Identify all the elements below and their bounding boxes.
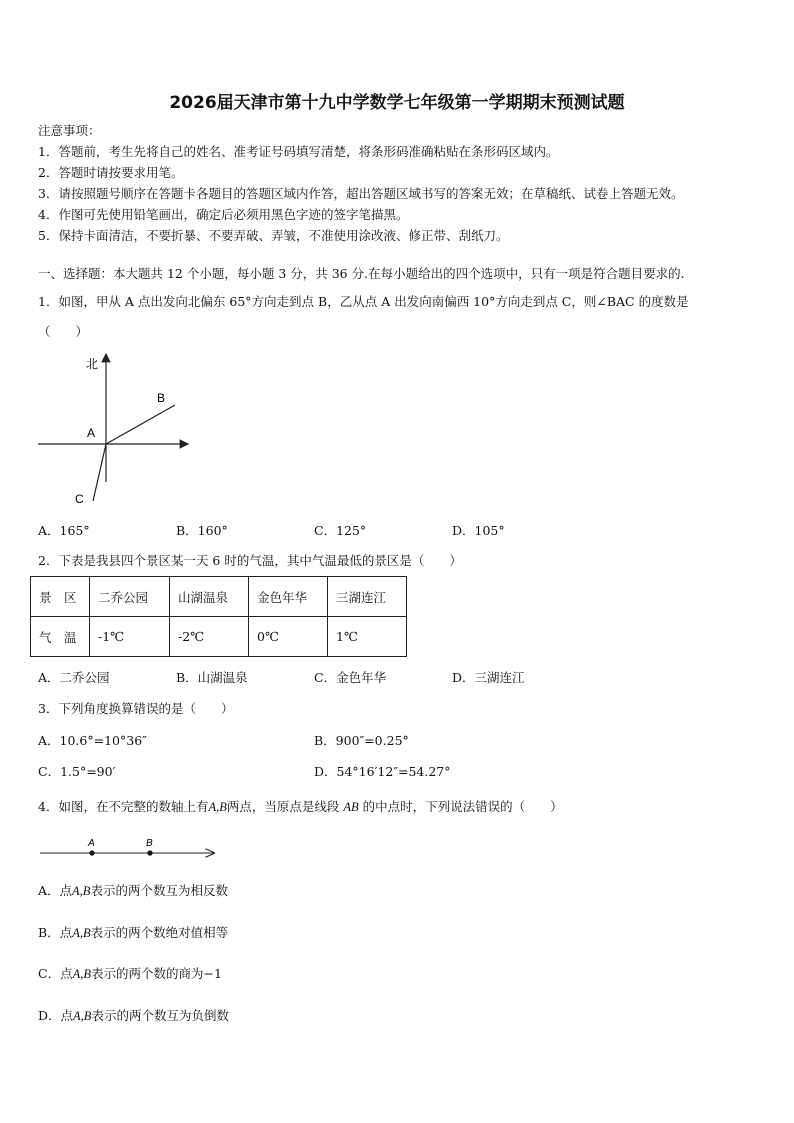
point-b-label: B [146,838,153,849]
ray-ac [93,444,106,501]
stem-text: 4．如图，在不完整的数轴上有 [38,799,209,814]
point-a-label: A [87,426,96,440]
table-row [31,617,407,657]
q1-option-b: B．160° [176,523,228,538]
note-item: 4．作图可先使用铅笔画出，确定后必须用黑色字迹的签字笔描黑。 [38,207,409,222]
math-var: A,B [72,884,91,898]
table-cell: 金色年华 [249,577,328,617]
page-title: 2026届天津市第十九中学数学七年级第一学期期末预测试题 [169,93,625,113]
table-row [31,577,407,617]
table-cell: 景 区 [31,577,90,617]
q3-option-c: C．1.5°=90′ [38,764,116,779]
option-text: 表示的两个数的商为−1 [90,966,222,981]
q1-option-c: C．125° [314,523,367,538]
q4-option-a [38,881,228,899]
q1-option-a: A．165° [38,523,90,538]
option-text: C．点 [38,966,73,981]
table-cell: 山湖温泉 [170,577,249,617]
question-3-stem: 3．下列角度换算错误的是（ ） [38,701,234,716]
question-1-stem: 1．如图，甲从 A 点出发向北偏东 65°方向走到点 B，乙从点 A 出发向南偏西 10°方向走到点 C，则∠BAC 的度数是 [38,294,689,309]
q2-option-b: B．山湖温泉 [176,670,248,685]
q3-option-a: A．10.6°=10°36″ [38,733,147,748]
stem-text: 两点，当原点是线段 [226,799,340,814]
north-label: 北 [86,357,99,371]
compass-figure [30,348,200,508]
math-var: A,B [72,926,91,940]
table-cell: 0℃ [249,617,328,657]
math-var: A,B [72,967,91,981]
q4-option-c [38,964,222,982]
note-item: 1．答题前，考生先将自己的姓名、准考证号码填写清楚，将条形码准确粘贴在条形码区域内。 [38,144,559,159]
temperature-table [30,576,407,657]
math-var: A,B [208,800,227,814]
stem-text: 的中点时，下列说法错误的（ ） [362,799,563,814]
point-b-dot [147,850,152,855]
point-a-label: A [88,838,95,849]
q3-option-d: D．54°16′12″=54.27° [314,764,451,779]
table-cell: -2℃ [170,617,249,657]
table-cell: 气 温 [31,617,90,657]
notes-heading: 注意事项： [38,123,101,138]
option-text: A．点 [38,883,73,898]
table-cell: -1℃ [90,617,170,657]
table-cell: 二乔公园 [90,577,170,617]
option-text: 表示的两个数互为负倒数 [91,1008,229,1023]
table-cell: 1℃ [328,617,407,657]
note-item: 5．保持卡面清洁，不要折暴、不要弄破、弄皱，不准使用涂改液、修正带、刮纸刀。 [38,228,509,243]
number-line-figure [36,834,221,862]
q4-option-b [38,923,228,941]
math-var: AB [343,800,359,814]
q4-option-d [38,1006,229,1024]
question-4-stem [38,797,563,815]
question-2-stem: 2．下表是我县四个景区某一天 6 时的气温，其中气温最低的景区是（ ） [38,553,462,568]
table-cell: 三湖连江 [328,577,407,617]
option-text: 表示的两个数绝对值相等 [90,925,229,940]
q3-option-b: B．900″=0.25° [314,733,409,748]
section-heading: 一、选择题：本大题共 12 个小题，每小题 3 分，共 36 分.在每小题给出的四个选项中，只有一项是符合题目要求的. [38,266,685,281]
option-text: B．点 [38,925,73,940]
note-item: 2．答题时请按要求用笔。 [38,165,184,180]
option-text: 表示的两个数互为相反数 [90,883,228,898]
point-a-dot [89,850,94,855]
note-item: 3．请按照题号顺序在答题卡各题目的答题区域内作答，超出答题区域书写的答案无效；在草稿纸、试卷上答题无效。 [38,186,684,201]
q1-option-d: D．105° [452,523,505,538]
point-c-label: C [75,492,84,506]
question-1-stem-blank: （ ） [38,324,89,339]
point-b-label: B [157,391,166,405]
q2-option-d: D．三湖连江 [452,670,525,685]
q2-option-c: C．金色年华 [314,670,387,685]
q2-option-a: A．二乔公园 [38,670,110,685]
math-var: A,B [73,1009,92,1023]
ray-ab [106,405,175,444]
option-text: D．点 [38,1008,74,1023]
